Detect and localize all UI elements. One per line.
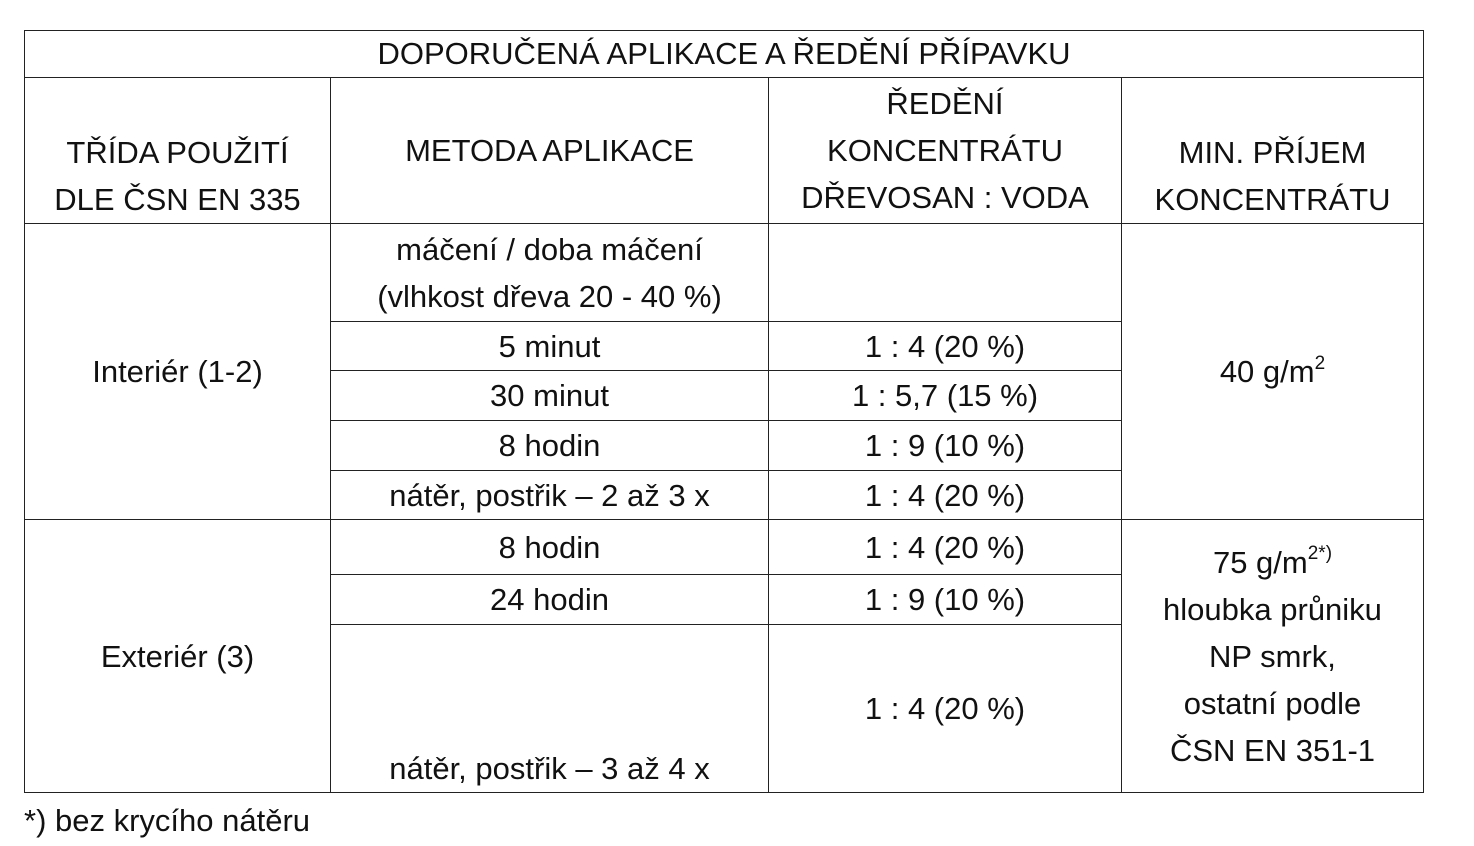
method-cell: 8 hodin bbox=[331, 421, 769, 471]
table-row bbox=[25, 520, 1424, 575]
exterior-intake-line-1 bbox=[1128, 539, 1417, 586]
method-cell: 8 hodin bbox=[331, 520, 769, 575]
dilution-cell bbox=[769, 224, 1122, 322]
header-class-line-1: TŘÍDA POUŽITÍ bbox=[66, 135, 289, 170]
method-cell: nátěr, postřik – 2 až 3 x bbox=[331, 471, 769, 520]
header-dilution-line-1: ŘEDĚNÍ bbox=[886, 86, 1004, 121]
application-dilution-table bbox=[24, 30, 1424, 793]
dilution-cell: 1 : 4 (20 %) bbox=[769, 471, 1122, 520]
header-class bbox=[25, 78, 331, 224]
header-dilution bbox=[769, 78, 1122, 224]
interior-intake-sup: 2 bbox=[1314, 352, 1326, 374]
table-row bbox=[25, 224, 1424, 322]
exterior-intake-value: 75 g/m bbox=[1212, 544, 1308, 580]
header-dilution-line-2: KONCENTRÁTU bbox=[827, 133, 1063, 168]
method-cell: 24 hodin bbox=[331, 575, 769, 625]
header-class-line-2: DLE ČSN EN 335 bbox=[54, 182, 301, 217]
dilution-cell: 1 : 9 (10 %) bbox=[769, 575, 1122, 625]
header-intake-line-2: KONCENTRÁTU bbox=[1154, 182, 1391, 217]
interior-intake-value: 40 g/m bbox=[1219, 354, 1315, 389]
method-line-1: máčení / doba máčení bbox=[396, 231, 703, 267]
exterior-intake-line-3: NP smrk, bbox=[1209, 638, 1336, 674]
header-intake bbox=[1122, 78, 1424, 224]
dilution-cell: 1 : 4 (20 %) bbox=[769, 520, 1122, 575]
method-cell: 5 minut bbox=[331, 322, 769, 371]
interior-intake-cell bbox=[1122, 224, 1424, 520]
footnote: *) bez krycího nátěru bbox=[24, 803, 311, 838]
exterior-intake-line-4: ostatní podle bbox=[1183, 685, 1362, 721]
method-line-2: (vlhkost dřeva 20 - 40 %) bbox=[377, 278, 722, 314]
interior-class-cell: Interiér (1-2) bbox=[25, 224, 331, 520]
exterior-intake-cell bbox=[1122, 520, 1424, 793]
table-title: DOPORUČENÁ APLIKACE A ŘEDĚNÍ PŘÍPAVKU bbox=[25, 31, 1424, 78]
header-intake-line-1: MIN. PŘÍJEM bbox=[1178, 135, 1367, 170]
header-method: METODA APLIKACE bbox=[331, 78, 769, 224]
method-cell: nátěr, postřik – 3 až 4 x bbox=[331, 625, 769, 793]
exterior-intake-line-2: hloubka průniku bbox=[1163, 591, 1382, 627]
dilution-cell: 1 : 4 (20 %) bbox=[769, 322, 1122, 371]
header-dilution-line-3: DŘEVOSAN : VODA bbox=[801, 180, 1089, 215]
dilution-cell: 1 : 4 (20 %) bbox=[769, 625, 1122, 793]
dilution-cell: 1 : 9 (10 %) bbox=[769, 421, 1122, 471]
exterior-intake-line-5: ČSN EN 351-1 bbox=[1169, 732, 1376, 768]
method-cell: 30 minut bbox=[331, 371, 769, 421]
method-cell bbox=[331, 224, 769, 322]
exterior-class-cell: Exteriér (3) bbox=[25, 520, 331, 793]
dilution-cell: 1 : 5,7 (15 %) bbox=[769, 371, 1122, 421]
exterior-intake-sup: 2*) bbox=[1307, 543, 1333, 565]
